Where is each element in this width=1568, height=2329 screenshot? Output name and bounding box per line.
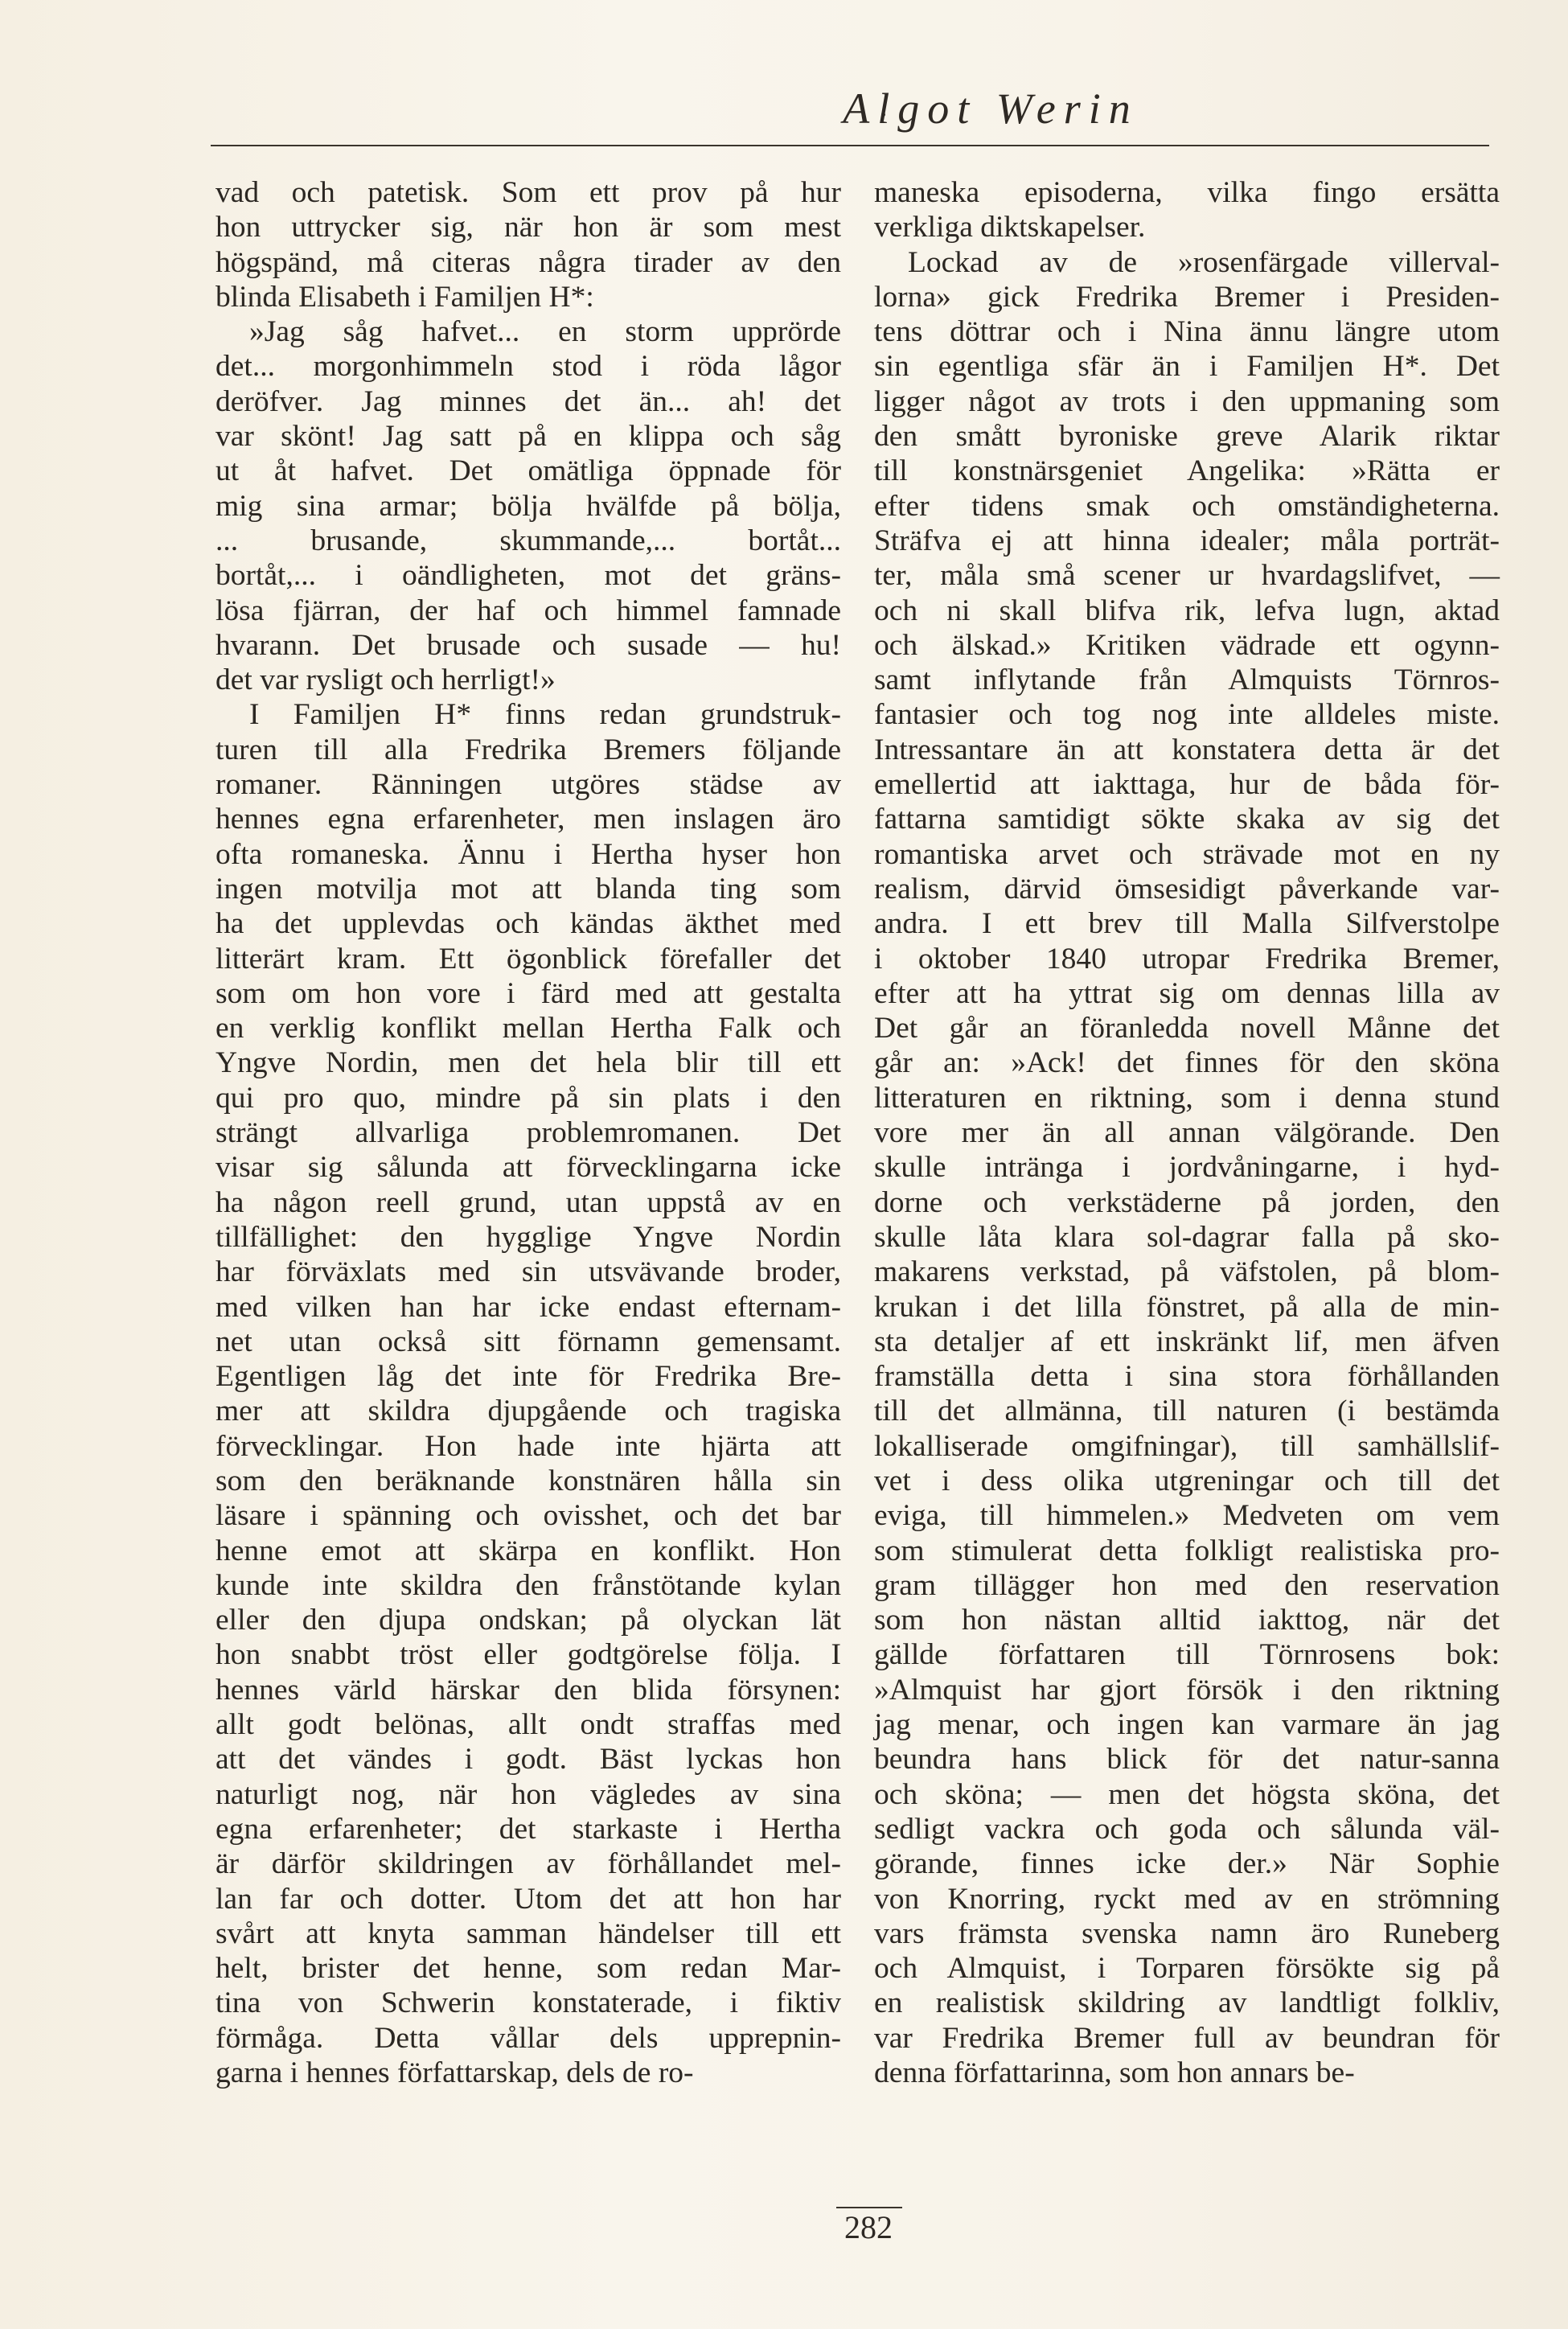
text-line: lorna» gick Fredrika Bremer i Presiden-: [874, 280, 1500, 314]
text-line: förvecklingar. Hon hade inte hjärta att: [215, 1429, 841, 1463]
text-line: Lockad av de »rosenfärgade villerval-: [908, 245, 1500, 279]
text-line: helt, brister det henne, som redan Mar-: [215, 1952, 841, 1986]
text-line: eviga, till himmelen.» Medveten om vem: [874, 1499, 1500, 1533]
running-title: Algot Werin: [843, 84, 1139, 133]
text-line: som hon nästan alltid iakttog, när det: [874, 1604, 1500, 1637]
text-line: I Familjen H* finns redan grundstruk-: [249, 698, 841, 732]
text-line: »Jag såg hafvet... en storm upprörde: [249, 315, 841, 349]
text-line: samt inflytande från Almquists Törnros-: [874, 663, 1500, 697]
text-line: var skönt! Jag satt på en klippa och såg: [215, 420, 841, 454]
text-line: fantasier och tog nog inte alldeles miste.: [874, 698, 1500, 732]
text-line: att det vändes i godt. Bäst lyckas hon: [215, 1743, 841, 1777]
text-line: egna erfarenheter; det starkaste i Hertha: [215, 1812, 841, 1846]
text-line: krukan i det lilla fönstret, på alla de min-: [874, 1290, 1500, 1324]
text-line: strängt allvarliga problemromanen. Det: [215, 1116, 841, 1150]
text-line: hon uttrycker sig, när hon är som mest: [215, 211, 841, 244]
text-line: allt godt belönas, allt ondt straffas med: [215, 1708, 841, 1742]
text-line: henne emot att skärpa en konflikt. Hon: [215, 1534, 841, 1567]
text-line: garna i hennes författarskap, dels de ro-: [215, 2056, 694, 2090]
text-line: är därför skildringen av förhållandet mel-: [215, 1847, 841, 1881]
text-line: skulle intränga i jordvåningarne, i hyd-: [874, 1151, 1500, 1185]
text-line: mig sina armar; bölja hvälfde på bölja,: [215, 489, 841, 523]
text-line: ... brusande, skummande,... bortåt...: [215, 524, 841, 557]
text-line: läsare i spänning och ovisshet, och det bar: [215, 1499, 841, 1533]
text-line: makarens verkstad, på väfstolen, på blom-: [874, 1255, 1500, 1289]
text-line: verkliga diktskapelser.: [874, 211, 1146, 244]
text-line: Yngve Nordin, men det hela blir till ett: [215, 1046, 841, 1080]
text-line: efter tidens smak och omständigheterna.: [874, 489, 1500, 523]
left-text-column: [215, 175, 841, 2090]
text-line: sin egentliga sfär än i Familjen H*. Det: [874, 350, 1500, 384]
text-line: ut åt hafvet. Det omätliga öppnade för: [215, 454, 841, 488]
text-line: naturligt nog, när hon vägledes av sina: [215, 1777, 841, 1811]
text-line: von Knorring, ryckt med av en strömning: [874, 1882, 1500, 1916]
text-line: Det går an föranledda novell Månne det: [874, 1012, 1500, 1045]
text-line: går an: »Ack! det finnes för den sköna: [874, 1046, 1500, 1080]
text-line: turen till alla Fredrika Bremers följande: [215, 733, 841, 766]
text-line: vet i dess olika utgreningar och till det: [874, 1464, 1500, 1497]
text-line: tina von Schwerin konstaterade, i fiktiv: [215, 1986, 841, 2020]
text-line: »Almquist har gjort försök i den riktning: [874, 1673, 1500, 1707]
text-line: Intressantare än att konstatera detta är det: [874, 733, 1500, 766]
text-line: högspänd, må citeras några tirader av den: [215, 245, 841, 279]
text-line: och Almquist, i Torparen försökte sig på: [874, 1952, 1500, 1986]
text-line: en verklig konflikt mellan Hertha Falk och: [215, 1012, 841, 1045]
text-line: framställa detta i sina stora förhållanden: [874, 1360, 1500, 1394]
text-line: sta detaljer af ett inskränkt lif, men äfven: [874, 1325, 1500, 1358]
text-line: hon snabbt tröst eller godtgörelse följa. I: [215, 1638, 841, 1672]
text-line: det var rysligt och herrligt!»: [215, 663, 556, 697]
text-line: litterärt kram. Ett ögonblick förefaller det: [215, 942, 841, 976]
text-line: jag menar, och ingen kan varmare än jag: [874, 1708, 1500, 1742]
text-line: efter att ha yttrat sig om dennas lilla av: [874, 976, 1500, 1010]
text-line: emellertid att iakttaga, hur de båda för-: [874, 768, 1500, 802]
text-line: ha det upplevdas och kändas äkthet med: [215, 907, 841, 941]
text-line: qui pro quo, mindre på sin plats i den: [215, 1081, 841, 1115]
text-line: tillfällighet: den hygglige Yngve Nordin: [215, 1220, 841, 1254]
text-line: Sträfva ej att hinna idealer; måla porträt-: [874, 524, 1500, 557]
text-line: och sköna; — men det högsta sköna, det: [874, 1777, 1500, 1811]
text-line: och ni skall blifva rik, lefva lugn, aktad: [874, 594, 1500, 627]
text-line: deröfver. Jag minnes det än... ah! det: [215, 384, 841, 418]
text-line: litteraturen en riktning, som i denna stund: [874, 1081, 1500, 1115]
text-line: vad och patetisk. Som ett prov på hur: [215, 176, 841, 209]
text-line: en realistisk skildring av landtligt folkliv,: [874, 1986, 1500, 2020]
text-line: görande, finnes icke der.» När Sophie: [874, 1847, 1500, 1881]
text-line: skulle låta klara sol-dagrar falla på sko-: [874, 1220, 1500, 1254]
text-line: beundra hans blick för det natur-sanna: [874, 1743, 1500, 1777]
text-line: lan far och dotter. Utom det att hon har: [215, 1882, 841, 1916]
text-line: gram tillägger hon med den reservation: [874, 1568, 1500, 1602]
text-line: ofta romaneska. Ännu i Hertha hyser hon: [215, 837, 841, 871]
text-line: tens döttrar och i Nina ännu längre utom: [874, 315, 1500, 349]
text-line: romantiska arvet och strävade mot en ny: [874, 837, 1500, 871]
text-line: hvarann. Det brusade och susade — hu!: [215, 628, 841, 662]
text-line: realism, därvid ömsesidigt påverkande var-: [874, 872, 1500, 906]
text-line: sedligt vackra och goda och sålunda väl-: [874, 1812, 1500, 1846]
text-line: förmåga. Detta vållar dels upprepnin-: [215, 2021, 841, 2055]
text-line: ha någon reell grund, utan uppstå av en: [215, 1185, 841, 1219]
text-line: och älskad.» Kritiken vädrade ett ogynn-: [874, 628, 1500, 662]
running-header: [211, 80, 1489, 146]
text-line: visar sig sålunda att förvecklingarna icke: [215, 1151, 841, 1185]
text-line: dorne och verkstäderne på jorden, den: [874, 1185, 1500, 1219]
right-text-column: [874, 175, 1500, 2090]
text-line: svårt att knyta samman händelser till ett: [215, 1916, 841, 1950]
text-line: som om hon vore i färd med att gestalta: [215, 976, 841, 1010]
text-line: som stimulerat detta folkligt realistiska pro-: [874, 1534, 1500, 1567]
text-line: vars främsta svenska namn äro Runeberg: [874, 1916, 1500, 1950]
text-line: bortåt,... i oändligheten, mot det gräns-: [215, 559, 841, 593]
text-line: andra. I ett brev till Malla Silfverstolpe: [874, 907, 1500, 941]
text-line: eller den djupa ondskan; på olyckan lät: [215, 1604, 841, 1637]
text-line: net utan också sitt förnamn gemensamt.: [215, 1325, 841, 1358]
text-line: vore mer än all annan välgörande. Den: [874, 1116, 1500, 1150]
text-line: blinda Elisabeth i Familjen H*:: [215, 280, 594, 314]
text-line: hennes egna erfarenheter, men inslagen äro: [215, 803, 841, 836]
text-line: ingen motvilja mot att blanda ting som: [215, 872, 841, 906]
text-line: lokalliserade omgifningar), till samhällslif-: [874, 1429, 1500, 1463]
text-line: det... morgonhimmeln stod i röda lågor: [215, 350, 841, 384]
text-line: kunde inte skildra den frånstötande kylan: [215, 1568, 841, 1602]
text-line: den smått byroniske greve Alarik riktar: [874, 420, 1500, 454]
text-line: som den beräknande konstnären hålla sin: [215, 1464, 841, 1497]
text-line: var Fredrika Bremer full av beundran för: [874, 2021, 1500, 2055]
text-line: till det allmänna, till naturen (i bestämda: [874, 1395, 1500, 1428]
text-line: ligger något av trots i den uppmaning som: [874, 384, 1500, 418]
text-line: maneska episoderna, vilka fingo ersätta: [874, 176, 1500, 209]
page-number: 282: [844, 2209, 893, 2245]
text-line: gällde författaren till Törnrosens bok:: [874, 1638, 1500, 1672]
text-line: denna författarinna, som hon annars be-: [874, 2056, 1355, 2090]
text-line: romaner. Ränningen utgöres städse av: [215, 768, 841, 802]
text-line: har förväxlats med sin utsvävande broder,: [215, 1255, 841, 1289]
text-line: till konstnärsgeniet Angelika: »Rätta er: [874, 454, 1500, 488]
text-line: lösa fjärran, der haf och himmel famnade: [215, 594, 841, 627]
text-line: Egentligen låg det inte för Fredrika Bre-: [215, 1360, 841, 1394]
text-line: fattarna samtidigt sökte skaka av sig det: [874, 803, 1500, 836]
text-line: ter, måla små scener ur hvardagslifvet, —: [874, 559, 1500, 593]
text-line: mer att skildra djupgående och tragiska: [215, 1395, 841, 1428]
text-line: i oktober 1840 utropar Fredrika Bremer,: [874, 942, 1500, 976]
text-line: med vilken han har icke endast efternam-: [215, 1290, 841, 1324]
text-line: hennes värld härskar den blida försynen:: [215, 1673, 841, 1707]
